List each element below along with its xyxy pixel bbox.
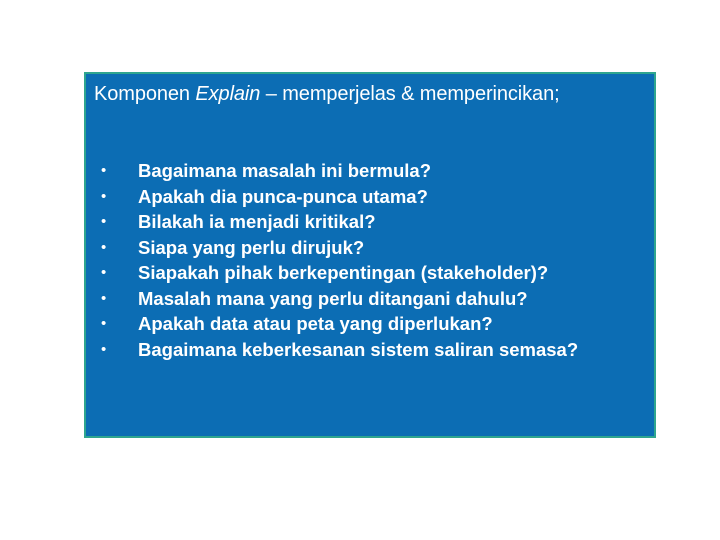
title-emphasis: Explain [195, 83, 261, 105]
list-item-text: Bagaimana keberkesanan sistem saliran semasa? [138, 338, 579, 360]
bullet-icon: • [101, 238, 107, 256]
list-item-text: Bagaimana masalah ini bermula? [138, 160, 432, 181]
title-prefix: Komponen [94, 83, 196, 105]
list-item-text: Siapakah pihak berkepentingan (stakeholder)? [138, 262, 549, 283]
bullet-icon: • [101, 213, 107, 230]
bullet-icon: • [101, 264, 107, 281]
bullet-icon: • [101, 289, 107, 307]
content-box [84, 72, 656, 438]
bullet-icon: • [101, 187, 107, 205]
list-item-text: Siapa yang perlu dirujuk? [138, 236, 365, 258]
list-item-text: Masalah mana yang perlu ditangani dahulu? [138, 287, 528, 309]
bullet-icon: • [101, 340, 107, 358]
list-item-text: Bilakah ia menjadi kritikal? [138, 211, 376, 232]
title-suffix: – memperjelas & memperincikan; [260, 83, 560, 105]
box-title [94, 83, 560, 106]
list-item-text: Apakah dia punca-punca utama? [138, 185, 428, 207]
bullet-icon: • [101, 315, 107, 332]
list-item-text: Apakah data atau peta yang diperlukan? [138, 313, 493, 334]
bullet-icon: • [101, 162, 107, 179]
